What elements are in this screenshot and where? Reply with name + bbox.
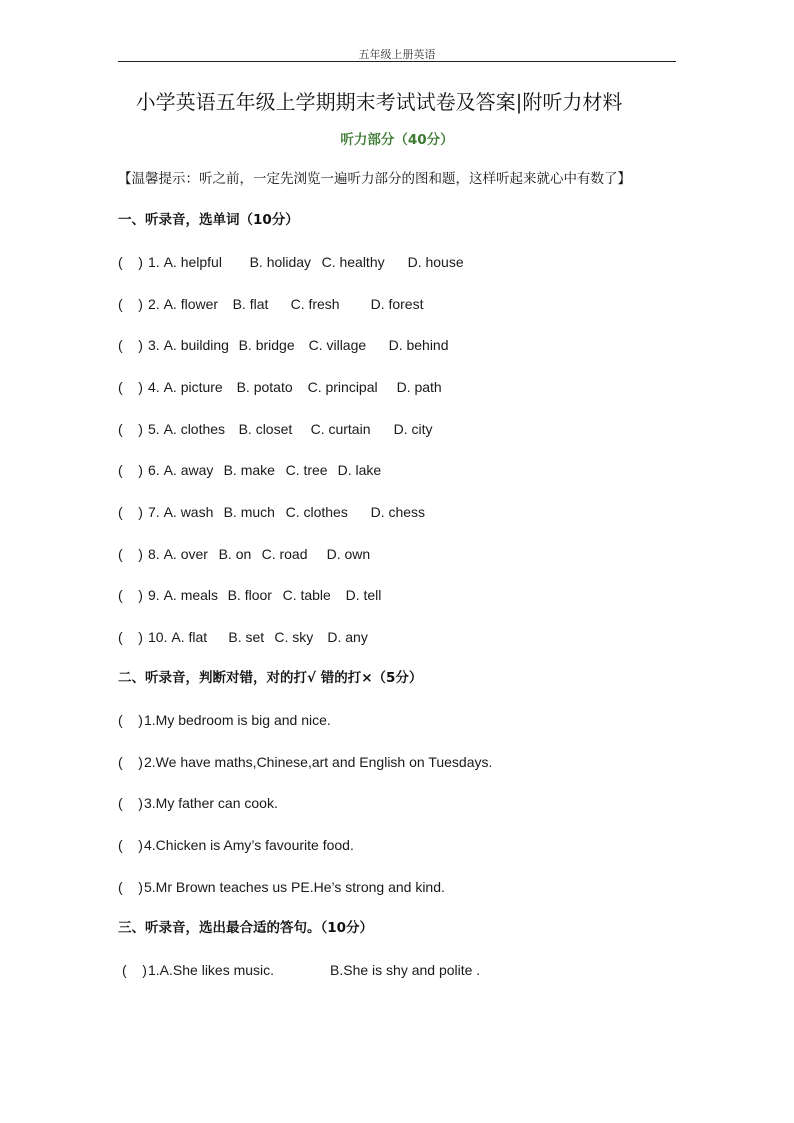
option-b: B. much <box>223 504 275 520</box>
question-number: 5. <box>148 421 160 437</box>
option-c: C. sky <box>274 629 314 645</box>
statement-text: 2.We have maths,Chinese,art and English on Tuesdays. <box>144 754 493 770</box>
option-d: D. any <box>327 629 368 645</box>
option-b: B. bridge <box>238 337 295 353</box>
answer-blank[interactable]: ( ) <box>118 379 143 395</box>
option-b: B. potato <box>236 379 293 395</box>
option-c: C. clothes <box>285 504 348 520</box>
question-number: 10. <box>148 629 168 645</box>
option-d: D. house <box>407 254 464 270</box>
option-c: C. village <box>308 337 367 353</box>
question-number: 2. <box>148 296 160 312</box>
listening-part-heading: 听力部分（40分） <box>340 132 454 148</box>
answer-blank[interactable]: ( ) <box>118 754 143 770</box>
answer-blank[interactable]: ( ) <box>118 587 143 603</box>
section2-heading: 二、听录音，判断对错，对的打√ 错的打×（5分） <box>118 670 423 686</box>
option-a: A. meals <box>163 587 219 603</box>
question-row <box>118 586 381 604</box>
answer-blank[interactable]: ( ) <box>118 254 143 270</box>
option-c: C. table <box>282 587 331 603</box>
question-number: 6. <box>148 462 160 478</box>
option-c: C. tree <box>285 462 328 478</box>
option-d: D. chess <box>370 504 426 520</box>
answer-blank[interactable]: ( ) <box>118 296 143 312</box>
option-d: D. own <box>326 546 371 562</box>
header-rule <box>118 61 676 62</box>
question-row <box>118 295 423 313</box>
option-a: A. wash <box>163 504 214 520</box>
option-d: D. path <box>396 379 442 395</box>
option-d: D. tell <box>345 587 382 603</box>
option-a: A. flat <box>171 629 208 645</box>
option-c: C. principal <box>307 379 378 395</box>
question-row <box>118 253 464 271</box>
question-row <box>118 461 381 479</box>
answer-blank[interactable]: ( ) <box>118 795 143 811</box>
option-a: A. building <box>163 337 229 353</box>
option-a: A. picture <box>163 379 223 395</box>
option-b: B. closet <box>238 421 293 437</box>
question-number: 1. <box>148 254 160 270</box>
statement-row <box>118 878 445 896</box>
option-b: B. floor <box>227 587 272 603</box>
option-b: B. holiday <box>249 254 312 270</box>
statement-text: 1.My bedroom is big and nice. <box>144 712 331 728</box>
document-title: 小学英语五年级上学期期末考试试卷及答案|附听力材料 <box>135 90 623 114</box>
option-d: D. city <box>393 421 433 437</box>
response-option-a: 1.A.She likes music. <box>148 962 275 978</box>
option-d: D. behind <box>388 337 449 353</box>
option-a: A. flower <box>163 296 219 312</box>
statement-text: 3.My father can cook. <box>144 795 278 811</box>
answer-blank[interactable]: ( ) <box>118 629 143 645</box>
question-number: 8. <box>148 546 160 562</box>
option-a: A. over <box>163 546 208 562</box>
tip-text: 【温馨提示：听之前，一定先浏览一遍听力部分的图和题，这样听起来就心中有数了】 <box>118 171 631 187</box>
answer-blank[interactable]: ( ) <box>118 879 143 895</box>
statement-row <box>118 836 354 854</box>
statement-text: 4.Chicken is Amy’s favourite food. <box>144 837 354 853</box>
statement-row <box>118 711 331 729</box>
question-row <box>118 336 449 354</box>
question-row <box>118 628 368 646</box>
option-a: A. clothes <box>163 421 226 437</box>
question-number: 9. <box>148 587 160 603</box>
statement-text: 5.Mr Brown teaches us PE.He’s strong and kind. <box>144 879 445 895</box>
answer-blank[interactable]: ( ) <box>122 962 147 978</box>
answer-blank[interactable]: ( ) <box>118 337 143 353</box>
question-row <box>118 378 442 396</box>
answer-blank[interactable]: ( ) <box>118 837 143 853</box>
option-c: C. road <box>261 546 308 562</box>
option-a: A. away <box>163 462 214 478</box>
question-row <box>118 503 425 521</box>
question-number: 4. <box>148 379 160 395</box>
option-c: C. fresh <box>290 296 340 312</box>
response-option-b: B.She is shy and polite . <box>330 962 481 978</box>
option-b: B. make <box>223 462 275 478</box>
option-b: B. set <box>228 629 265 645</box>
option-d: D. forest <box>370 296 424 312</box>
statement-row <box>118 794 278 812</box>
answer-blank[interactable]: ( ) <box>118 462 143 478</box>
response-row <box>122 961 480 979</box>
question-number: 3. <box>148 337 160 353</box>
section1-heading: 一、听录音，选单词（10分） <box>118 212 299 228</box>
option-d: D. lake <box>337 462 382 478</box>
question-number: 7. <box>148 504 160 520</box>
answer-blank[interactable]: ( ) <box>118 504 143 520</box>
statement-row <box>118 753 492 771</box>
answer-blank[interactable]: ( ) <box>118 546 143 562</box>
answer-blank[interactable]: ( ) <box>118 712 143 728</box>
question-row <box>118 420 432 438</box>
section3-heading: 三、听录音，选出最合适的答句。（10分） <box>118 920 374 936</box>
running-header: 五年级上册英语 <box>358 48 436 61</box>
option-c: C. curtain <box>310 421 371 437</box>
question-row <box>118 545 370 563</box>
option-a: A. helpful <box>163 254 222 270</box>
option-b: B. flat <box>232 296 269 312</box>
option-b: B. on <box>218 546 252 562</box>
option-c: C. healthy <box>321 254 385 270</box>
answer-blank[interactable]: ( ) <box>118 421 143 437</box>
